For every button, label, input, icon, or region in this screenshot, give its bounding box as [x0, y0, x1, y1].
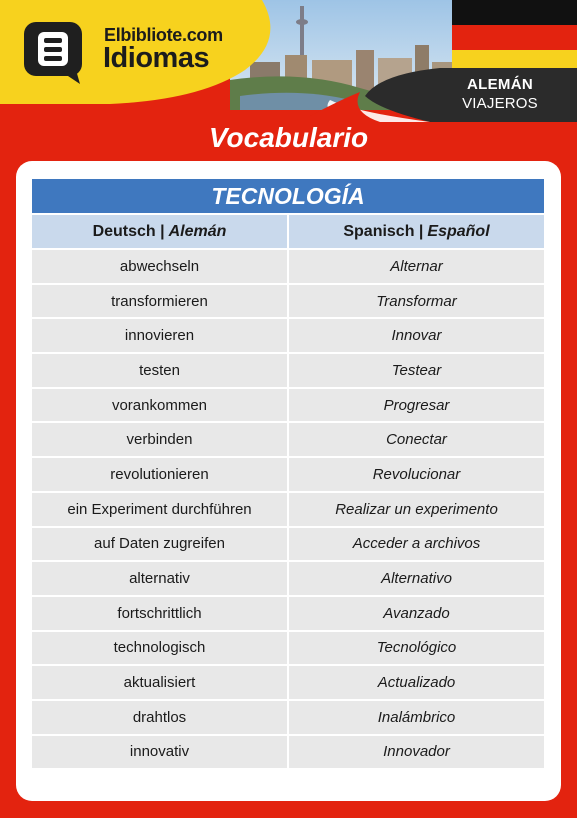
- spanish-word: Revolucionar: [288, 457, 545, 492]
- table-row: [31, 388, 545, 423]
- table-row: [31, 631, 545, 666]
- table-row: [31, 665, 545, 700]
- table-row: [31, 735, 545, 770]
- german-word: innovieren: [31, 318, 288, 353]
- german-word: vorankommen: [31, 388, 288, 423]
- brand-name: Idiomas: [103, 42, 210, 74]
- german-word: ein Experiment durchführen: [31, 492, 288, 527]
- spanish-word: Innovar: [288, 318, 545, 353]
- table-row: [31, 596, 545, 631]
- column-header-german-italic: Alemán: [168, 222, 227, 240]
- german-word: revolutionieren: [31, 457, 288, 492]
- germany-flag-icon: [452, 0, 577, 76]
- spanish-word: Tecnológico: [288, 631, 545, 666]
- level-tag: VIAJEROS: [462, 95, 538, 112]
- table-row: [31, 492, 545, 527]
- vocabulary-table: [31, 178, 545, 769]
- german-word: drahtlos: [31, 700, 288, 735]
- table-row: [31, 249, 545, 284]
- spanish-word: Alternativo: [288, 561, 545, 596]
- logo-icon: [22, 20, 96, 86]
- table-row: [31, 318, 545, 353]
- brand-domain: Elbibliote.com: [104, 25, 223, 45]
- table-body: [31, 249, 545, 769]
- language-tag: ALEMÁN: [467, 76, 533, 93]
- spanish-word: Inalámbrico: [288, 700, 545, 735]
- spanish-word: Progresar: [288, 388, 545, 423]
- column-header-spanish-italic: Español: [427, 222, 490, 240]
- page-title: Vocabulario: [208, 122, 369, 153]
- spanish-word: Innovador: [288, 735, 545, 770]
- spanish-word: Acceder a archivos: [288, 527, 545, 562]
- spanish-word: Conectar: [288, 422, 545, 457]
- table-header-row: [31, 214, 545, 249]
- german-word: verbinden: [31, 422, 288, 457]
- header-banner: [0, 0, 577, 122]
- german-word: innovativ: [31, 735, 288, 770]
- german-word: technologisch: [31, 631, 288, 666]
- spanish-word: Actualizado: [288, 665, 545, 700]
- german-word: abwechseln: [31, 249, 288, 284]
- table-row: [31, 700, 545, 735]
- german-word: aktualisiert: [31, 665, 288, 700]
- table-row: [31, 422, 545, 457]
- table-title: TECNOLOGÍA: [31, 178, 545, 214]
- table-row: [31, 561, 545, 596]
- german-word: testen: [31, 353, 288, 388]
- table-row: [31, 457, 545, 492]
- spanish-word: Avanzado: [288, 596, 545, 631]
- table-row: [31, 284, 545, 319]
- table-row: [31, 353, 545, 388]
- spanish-word: Testear: [288, 353, 545, 388]
- spanish-word: Alternar: [288, 249, 545, 284]
- german-word: fortschrittlich: [31, 596, 288, 631]
- column-header-spanish-label: Spanisch |: [343, 222, 424, 240]
- german-word: alternativ: [31, 561, 288, 596]
- table-row: [31, 527, 545, 562]
- column-header-german: [31, 214, 288, 249]
- german-word: auf Daten zugreifen: [31, 527, 288, 562]
- spanish-word: Realizar un experimento: [288, 492, 545, 527]
- german-word: transformieren: [31, 284, 288, 319]
- column-header-spanish: [288, 214, 545, 249]
- column-header-german-label: Deutsch |: [92, 222, 165, 240]
- spanish-word: Transformar: [288, 284, 545, 319]
